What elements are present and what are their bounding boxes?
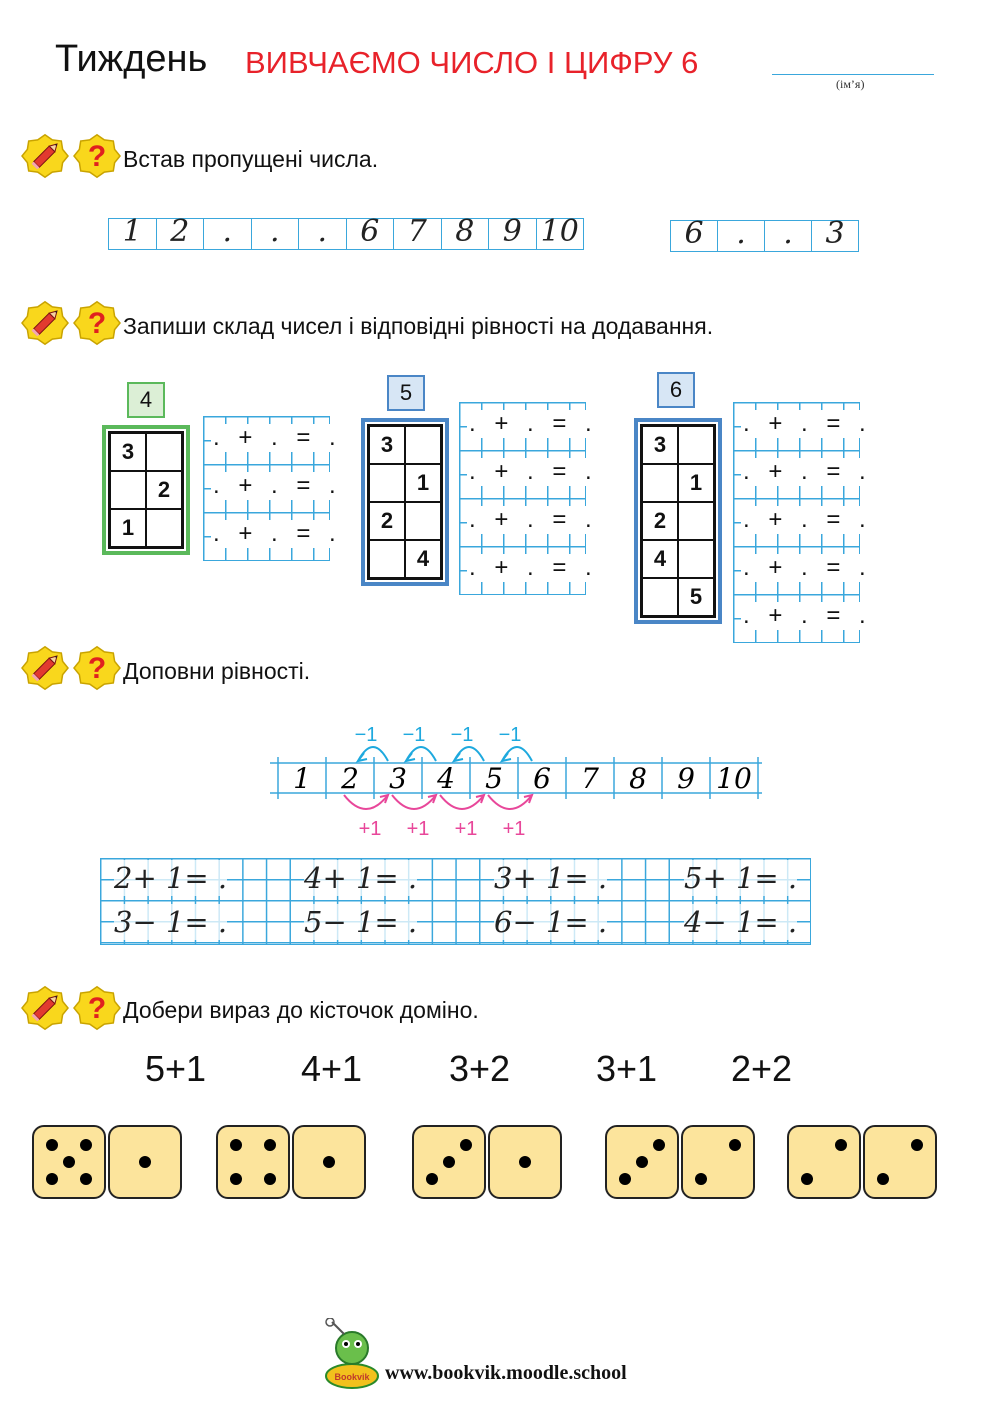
expression-option[interactable]: 2+2 (731, 1048, 793, 1089)
equation-template[interactable]: . + . = . (469, 506, 598, 533)
equation-template[interactable]: . + . = . (469, 554, 598, 581)
composition-value: 2 (642, 502, 678, 540)
blank-answer-cell[interactable]: . (252, 218, 300, 250)
domino-pip (264, 1173, 276, 1185)
domino-pip (653, 1139, 665, 1151)
number-line-diagram (270, 715, 770, 845)
domino-row (0, 1125, 1000, 1205)
domino-tile[interactable] (412, 1125, 562, 1199)
domino-pip (729, 1139, 741, 1151)
subtraction-equation[interactable]: 6− 1= . (494, 905, 608, 939)
bookvik-logo (322, 1318, 382, 1390)
domino-half (32, 1125, 106, 1199)
week-label: Тиждень (55, 38, 208, 80)
number-composition-area (0, 360, 1000, 640)
number-cell: 9 (489, 218, 537, 250)
number-sequence-reverse-row[interactable] (670, 216, 859, 252)
composition-blank[interactable] (642, 464, 678, 502)
pencil-icon (20, 645, 70, 691)
task1-instruction: Встав пропущені числа. (123, 146, 379, 172)
composition-value: 1 (110, 509, 146, 547)
composition-value: 3 (110, 433, 146, 471)
composition-blank[interactable] (110, 471, 146, 509)
pencil-icon (20, 133, 70, 179)
domino-pip (230, 1173, 242, 1185)
domino-half (488, 1125, 562, 1199)
composition-value: 5 (678, 578, 714, 616)
domino-pip (80, 1139, 92, 1151)
domino-half (787, 1125, 861, 1199)
domino-tile[interactable] (216, 1125, 366, 1199)
composition-blank[interactable] (678, 540, 714, 578)
task-icons (20, 645, 122, 691)
footer-url[interactable]: www.bookvik.moodle.school (385, 1362, 627, 1384)
equation-template[interactable]: . + . = . (743, 410, 872, 437)
task3-instruction: Доповни рівності. (123, 658, 311, 684)
composition-value: 1 (678, 464, 714, 502)
composition-blank[interactable] (405, 426, 441, 464)
question-mark-glyph: ? (87, 140, 107, 173)
number-line-value: 1 (293, 762, 311, 795)
domino-pip (264, 1139, 276, 1151)
expression-option[interactable]: 5+1 (145, 1048, 207, 1089)
equation-template[interactable]: . + . = . (743, 602, 872, 629)
addition-equation[interactable]: 4+ 1= . (304, 861, 418, 895)
composition-value: 1 (405, 464, 441, 502)
domino-half (681, 1125, 755, 1199)
domino-pip (911, 1139, 923, 1151)
number-line-value: 8 (629, 762, 647, 795)
equation-template[interactable]: . + . = . (213, 472, 342, 499)
target-number-tag: 5 (387, 375, 425, 411)
domino-half (863, 1125, 937, 1199)
plus-label: +1 (502, 818, 526, 840)
domino-tile[interactable] (605, 1125, 755, 1199)
number-line-value: 5 (485, 762, 503, 795)
equation-template[interactable]: . + . = . (469, 410, 598, 437)
number-line-value: 3 (389, 762, 407, 795)
composition-value: 4 (405, 540, 441, 578)
number-line-value: 4 (437, 762, 455, 795)
question-mark-glyph: ? (87, 652, 107, 685)
expression-option[interactable]: 4+1 (301, 1048, 363, 1089)
number-cell: 3 (812, 220, 859, 252)
domino-half (108, 1125, 182, 1199)
blank-answer-cell[interactable]: . (204, 218, 252, 250)
number-line-value: 10 (716, 762, 752, 795)
number-line-value: 6 (533, 762, 551, 795)
blank-answer-cell[interactable]: . (299, 218, 347, 250)
logo-text: Bookvik (334, 1372, 370, 1382)
number-cell: 6 (670, 220, 718, 252)
domino-pip (443, 1156, 455, 1168)
pencil-icon (20, 300, 70, 346)
composition-value: 3 (642, 426, 678, 464)
question-mark-glyph: ? (87, 992, 107, 1025)
number-sequence-row[interactable] (108, 214, 584, 250)
question-icon (72, 300, 122, 346)
task4-instruction: Добери вираз до кісточок доміно. (123, 997, 479, 1023)
domino-pip (46, 1139, 58, 1151)
domino-pip (619, 1173, 631, 1185)
question-icon (72, 133, 122, 179)
number-line-value: 7 (581, 762, 599, 795)
task-icons (20, 300, 122, 346)
composition-value: 2 (369, 502, 405, 540)
composition-value: 2 (146, 471, 182, 509)
addition-equation[interactable]: 5+ 1= . (684, 861, 798, 895)
name-caption: (ім’я) (836, 77, 865, 91)
composition-blank[interactable] (405, 502, 441, 540)
domino-pip (323, 1156, 335, 1168)
equation-template[interactable]: . + . = . (469, 458, 598, 485)
domino-pip (139, 1156, 151, 1168)
addition-equation[interactable]: 3+ 1= . (494, 861, 608, 895)
domino-half (412, 1125, 486, 1199)
equation-template[interactable]: . + . = . (743, 458, 872, 485)
composition-blank[interactable] (369, 540, 405, 578)
question-icon (72, 985, 122, 1031)
target-number-tag: 4 (127, 382, 165, 418)
domino-half (605, 1125, 679, 1199)
domino-pip (63, 1156, 75, 1168)
composition-frame (102, 425, 190, 555)
number-cell: 7 (394, 218, 442, 250)
expression-option[interactable]: 3+1 (596, 1048, 658, 1089)
number-line-value: 2 (341, 762, 359, 795)
equation-template[interactable]: . + . = . (743, 506, 872, 533)
expressions-row (0, 1048, 1000, 1098)
composition-blank[interactable] (678, 502, 714, 540)
plus-label: +1 (358, 818, 382, 840)
domino-pip (426, 1173, 438, 1185)
number-cell: 8 (442, 218, 490, 250)
domino-pip (80, 1173, 92, 1185)
expression-option[interactable]: 3+2 (449, 1048, 511, 1089)
equation-grid[interactable] (203, 416, 342, 561)
minus-label: −1 (402, 724, 426, 746)
number-cell: 10 (537, 218, 585, 250)
composition-blank[interactable] (146, 433, 182, 471)
task-icons (20, 133, 122, 179)
equations-grid[interactable] (100, 858, 811, 945)
plus-label: +1 (406, 818, 430, 840)
domino-half (292, 1125, 366, 1199)
task2-instruction: Запиши склад чисел і відповідні рівності на додавання. (123, 313, 714, 339)
task-icons (20, 985, 122, 1031)
number-cell: 1 (108, 218, 157, 250)
page-title: ВИВЧАЄМО ЧИСЛО І ЦИФРУ 6 (245, 45, 699, 80)
equation-grid[interactable] (459, 402, 598, 595)
composition-frame (361, 418, 449, 586)
equation-grid[interactable] (733, 402, 872, 643)
domino-pip (46, 1173, 58, 1185)
domino-pip (695, 1173, 707, 1185)
domino-pip (801, 1173, 813, 1185)
question-mark-glyph: ? (87, 307, 107, 340)
domino-half (216, 1125, 290, 1199)
composition-blank[interactable] (369, 464, 405, 502)
blank-answer-cell[interactable]: . (765, 220, 812, 252)
addition-equation[interactable]: 2+ 1= . (114, 861, 228, 895)
pencil-icon (20, 985, 70, 1031)
blank-answer-cell[interactable]: . (718, 220, 765, 252)
domino-pip (230, 1139, 242, 1151)
number-cell: 6 (347, 218, 395, 250)
equation-template[interactable]: . + . = . (743, 554, 872, 581)
equation-template[interactable]: . + . = . (213, 520, 342, 547)
domino-pip (835, 1139, 847, 1151)
subtraction-equation[interactable]: 5− 1= . (304, 905, 418, 939)
subtraction-equation[interactable]: 4− 1= . (684, 905, 798, 939)
name-input-line[interactable] (772, 74, 934, 75)
composition-frame (634, 418, 722, 624)
minus-label: −1 (354, 724, 378, 746)
domino-pip (636, 1156, 648, 1168)
question-icon (72, 645, 122, 691)
domino-tile[interactable] (787, 1125, 937, 1199)
target-number-tag: 6 (657, 372, 695, 408)
composition-blank[interactable] (146, 509, 182, 547)
composition-value: 4 (642, 540, 678, 578)
number-cell: 2 (157, 218, 205, 250)
number-line-value: 9 (677, 762, 695, 795)
composition-blank[interactable] (642, 578, 678, 616)
equation-template[interactable]: . + . = . (213, 424, 342, 451)
domino-pip (519, 1156, 531, 1168)
minus-label: −1 (450, 724, 474, 746)
domino-pip (877, 1173, 889, 1185)
domino-pip (460, 1139, 472, 1151)
subtraction-equation[interactable]: 3− 1= . (114, 905, 228, 939)
domino-tile[interactable] (32, 1125, 182, 1199)
minus-label: −1 (498, 724, 522, 746)
composition-value: 3 (369, 426, 405, 464)
plus-label: +1 (454, 818, 478, 840)
composition-blank[interactable] (678, 426, 714, 464)
